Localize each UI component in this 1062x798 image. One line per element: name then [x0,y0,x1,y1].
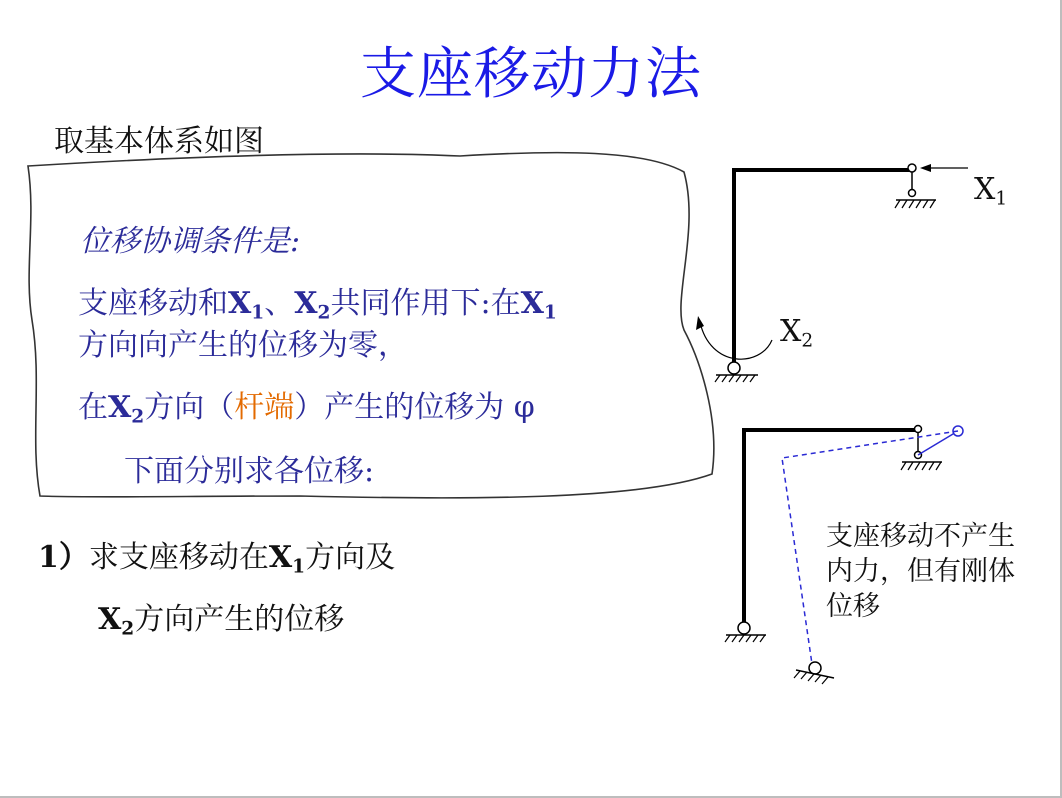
highlight-text: 杆端 [234,390,295,425]
callout-line-2 [78,278,557,324]
callout-line-4-post: ）产生的位移为 φ [294,390,535,425]
subscript-2: 2 [317,302,331,324]
callout-line-4 [78,382,535,428]
slide-title: 支座移动力法 [360,42,702,107]
step-line-2-post: 方向产生的位移 [134,602,345,637]
label-x1 [974,172,1007,210]
callout-line-2-pre: 支座移动和 [78,286,228,321]
intro-text: 取基本体系如图 [54,124,264,159]
label-x2-sub: 2 [801,330,814,352]
note-line-2: 内力，但有刚体 [826,556,1015,587]
upper-frame [696,164,968,382]
callout-line-1: 位移协调条件是: [80,224,301,259]
label-x2 [780,314,813,352]
subscript-1: 1 [251,302,265,324]
step-line-1-pre: 求支座移动在 [88,540,269,575]
x-letter: X [98,602,122,637]
callout-line-4-mid: 方向（ [144,390,235,425]
x-letter: X [228,286,252,321]
step-number: 1） [38,540,89,575]
step-line-1 [38,532,395,578]
note-line-3: 位移 [826,591,880,622]
subscript-1: 1 [292,556,306,578]
callout-line-4-pre: 在 [78,390,108,425]
step-line-2 [98,594,344,640]
separator-mark: 、 [264,286,295,321]
callout-line-2-post: 共同作用下:在 [330,286,521,321]
subscript-1: 1 [543,302,557,324]
subscript-2: 2 [121,618,135,640]
callout-line-3: 方向向产生的位移为零， [78,328,408,363]
label-x1-sub: 1 [995,188,1008,210]
x-letter: X [294,286,318,321]
step-line-1-post: 方向及 [305,540,396,575]
note-line-1: 支座移动不产生 [826,521,1015,552]
label-x1-letter: X [974,172,996,207]
callout-line-5: 下面分别求各位移: [124,454,375,489]
x-letter: X [268,540,293,575]
x-letter: X [520,286,544,321]
x-letter: X [108,390,132,425]
subscript-2: 2 [131,406,145,428]
label-x2-letter: X [780,314,802,349]
